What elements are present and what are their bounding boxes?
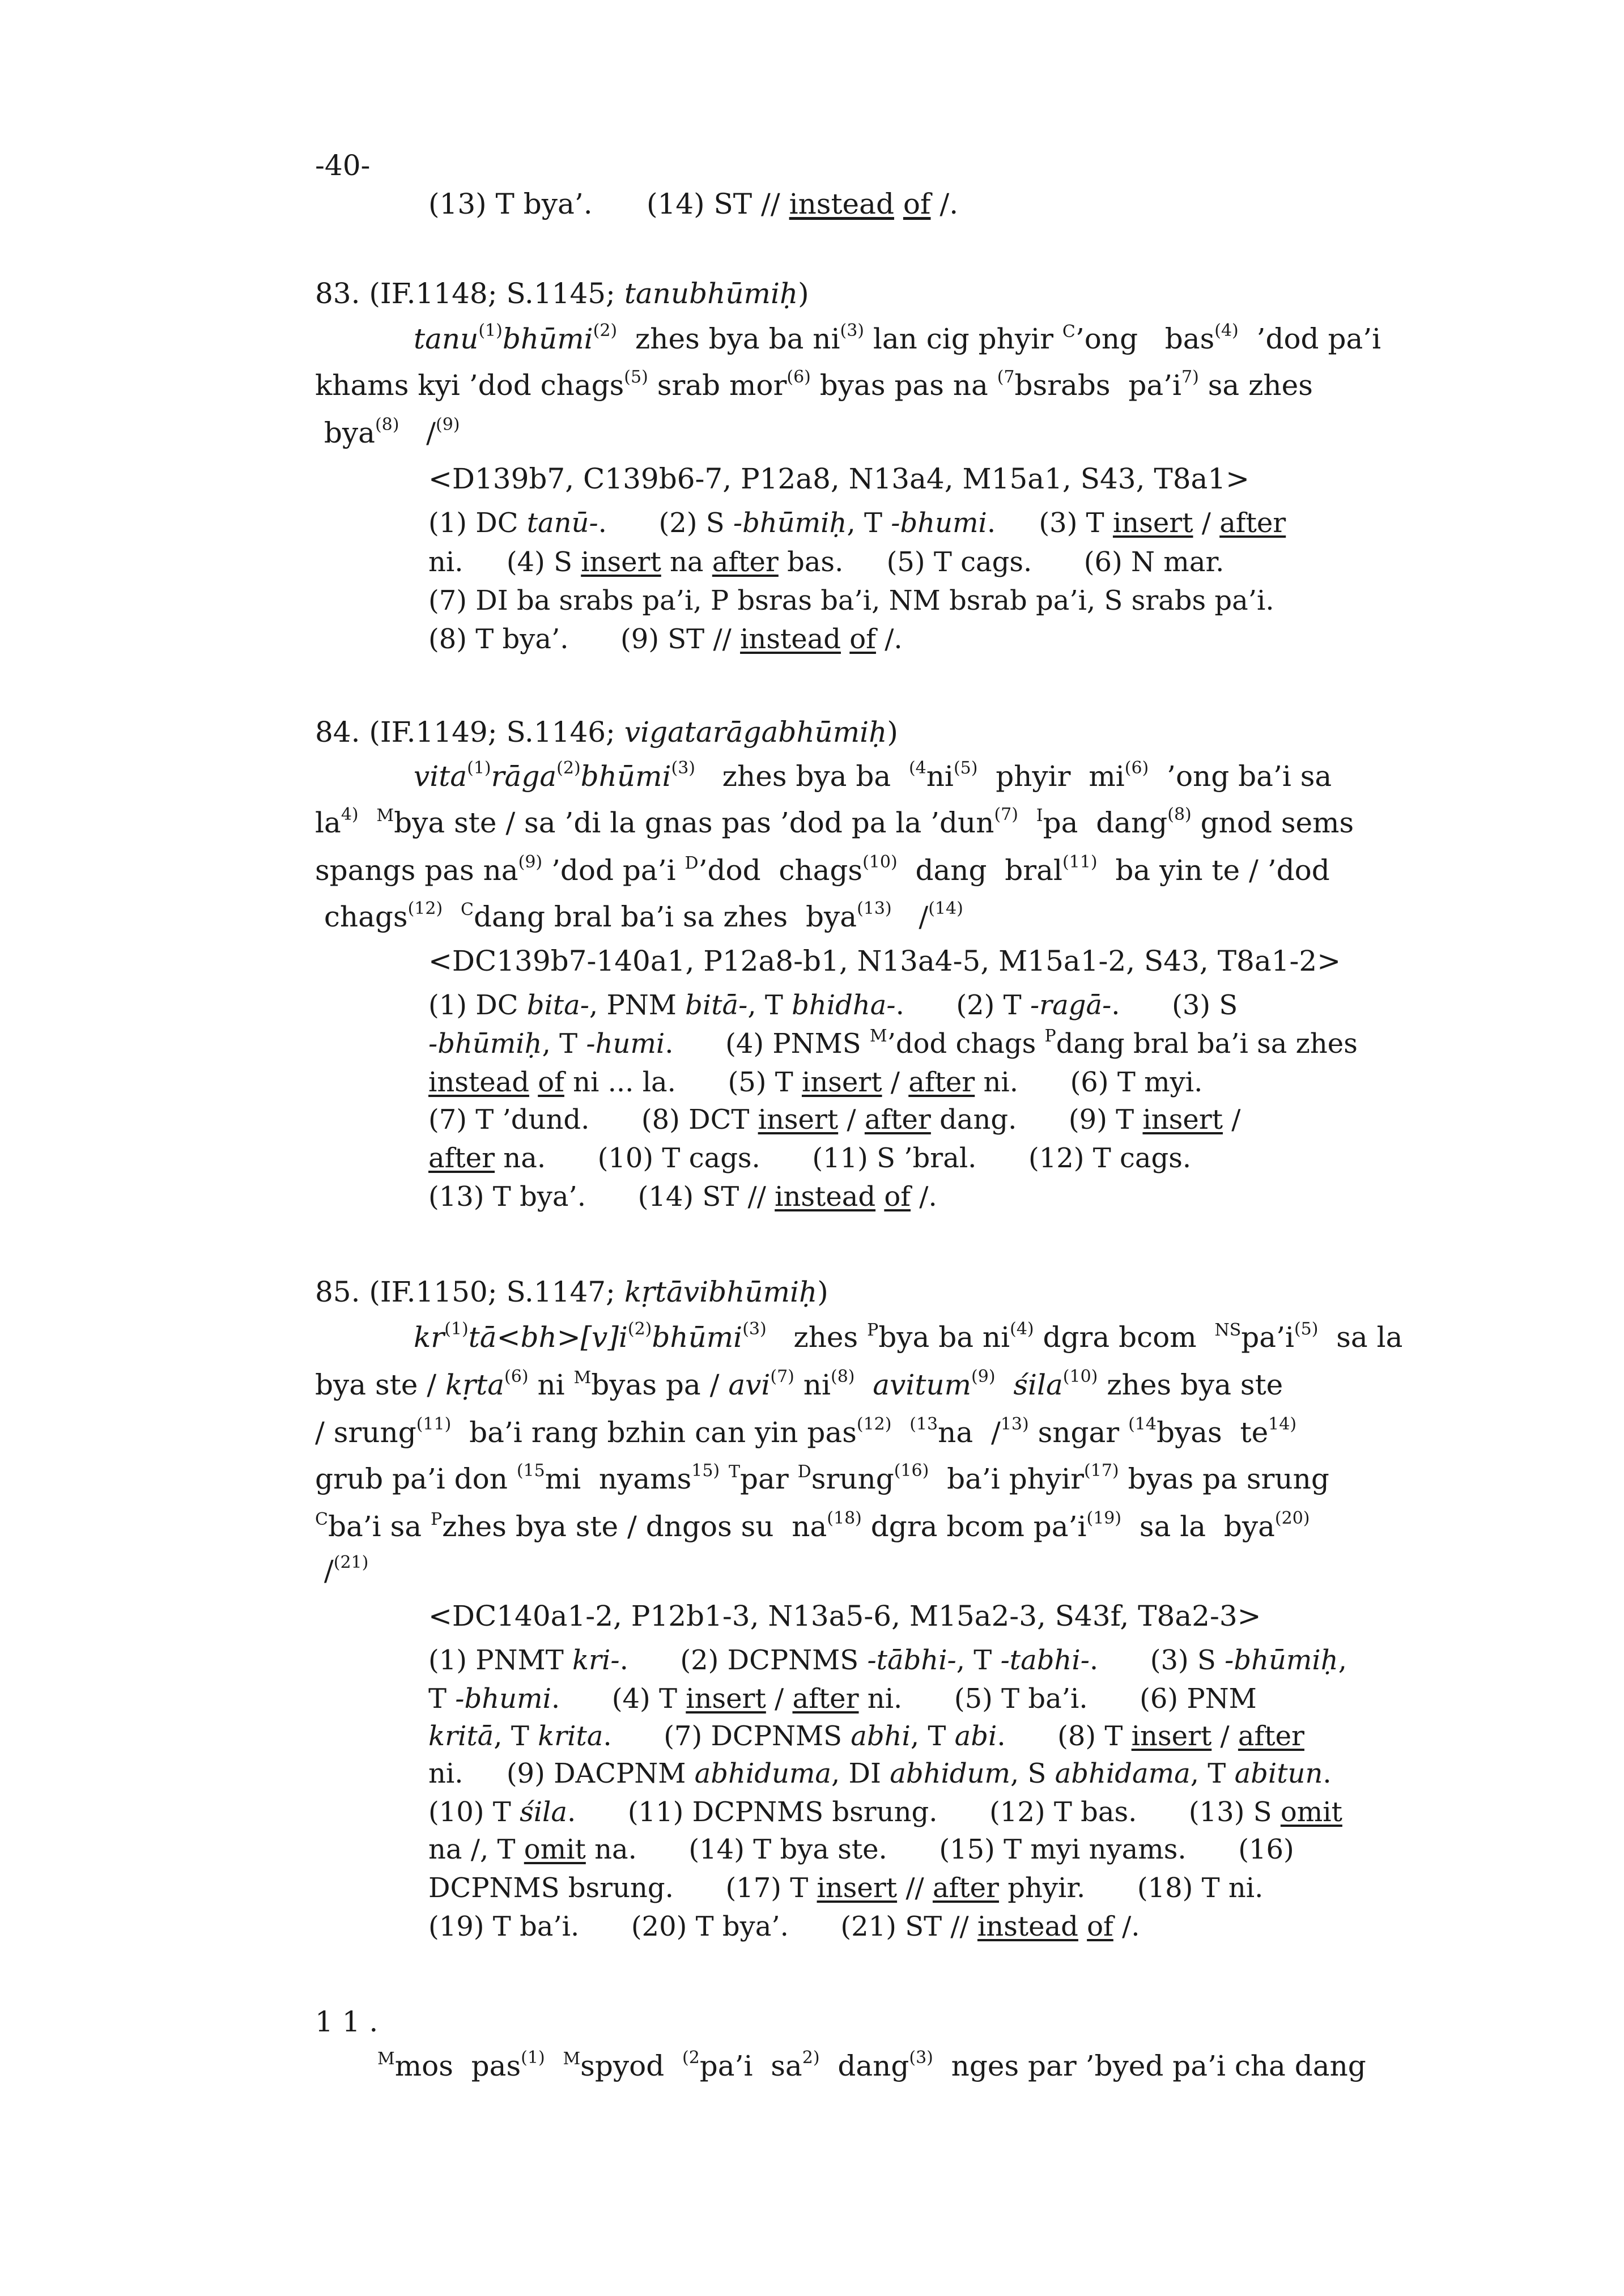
entry-84-fn-2: -bhūmiḥ, T -humi. (4) PNMS $^M$’dod chags $^P$dang bral ba’i sa zhes xyxy=(428,1026,1358,1060)
entry-85-line-4: grub pa’i don $^{(15}$mi nyams$^{15)}$ $^T$par $^D$srung$^{(16)}$ ba’i phyir$^{(17)}$ byas pa srung xyxy=(315,1461,1329,1495)
entry-83-line-3: bya$^{(8)}$ /$^{(9)}$ xyxy=(315,415,460,449)
entry-83-line-2: khams kyi ’dod chags$^{(5)}$ srab mor$^{(6)}$ byas pas na $^{(7}$bsrabs $pa’i^{7)}$ sa zhes xyxy=(315,367,1313,402)
entry-85-line-1: $kr^{(1)}tā<bh>[v]i^{(2)}bhūmi^{(3)}$ zhes $^P$bya ba $ni^{(4)}$ dgra bcom $^{NS}pa’i^{(5)}$ sa la xyxy=(414,1319,1403,1354)
entry-84-header: 84. (IF.1149; S.1146; vigatarāgabhūmiḥ) xyxy=(315,716,898,749)
entry-85-fn-7: DCPNMS bsrung. (17) T insert // after phyir. (18) T ni. xyxy=(428,1872,1264,1904)
section-number: 1 1 . xyxy=(315,2005,379,2038)
entry-84-term: vigatarāgabhūmiḥ xyxy=(624,716,887,749)
entry-83-fn-1: (1) DC tanū-. (2) S -bhūmiḥ, T -bhumi. (3) T insert / after xyxy=(428,507,1286,539)
entry-85-fn-1: (1) PNMT kri-. (2) DCPNMS -tābhi-, T -tabhi-. (3) S -bhūmiḥ, xyxy=(428,1644,1347,1676)
entry-85-fn-3: kritā, T krita. (7) DCPNMS abhi, T abi. (8) T insert / after xyxy=(428,1720,1304,1752)
entry-83-header: 83. (IF.1148; S.1145; tanubhūmiḥ) xyxy=(315,277,809,310)
entry-83-fn-4: (8) T bya’. (9) ST // instead of /. xyxy=(428,623,903,655)
page-number: -40- xyxy=(315,149,371,182)
entry-84-line-1: vita$^{(1)}$rāga$^{(2)}$bhūmi$^{(3)}$ zhes bya ba $^{(4}ni^{(5)}$ phyir $mi^{(6)}$ ’ong ba’i sa xyxy=(414,758,1332,793)
entry-85-label: 85. (IF.1150; S.1147; xyxy=(315,1275,615,1308)
entry-85-header: 85. (IF.1150; S.1147; kṛtāvibhūmiḥ) xyxy=(315,1275,828,1308)
entry-84-fn-3: instead of ni ... la. (5) T insert / after ni. (6) T myi. xyxy=(428,1066,1203,1098)
entry-85-line-6: /$^{(21)}$ xyxy=(315,1553,369,1587)
entry-84-fn-6: (13) T bya’. (14) ST // instead of /. xyxy=(428,1181,937,1213)
entry-83-fn-3: (7) DI ba srabs pa’i, P bsras ba’i, NM bsrab pa’i, S srabs pa’i. xyxy=(428,585,1274,616)
entry-85-line-2: bya ste / kṛta$^{(6)}$ ni $^M$byas pa / avi$^{(7)}$ $ni^{(8)}$ avitum$^{(9)}$ śila$^{(10)}$ zhes bya ste xyxy=(315,1367,1283,1401)
entry-83-label: 83. (IF.1148; S.1145; xyxy=(315,277,615,310)
entry-84-sigla: <DC139b7-140a1, P12a8-b1, N13a4-5, M15a1-2, S43, T8a1-2> xyxy=(428,945,1341,977)
entry-84-fn-4: (7) T ’dund. (8) DCT insert / after dang. (9) T insert / xyxy=(428,1104,1241,1136)
entry-85-sigla: <DC140a1-2, P12b1-3, N13a5-6, M15a2-3, S43f, T8a2-3> xyxy=(428,1600,1261,1632)
entry-85-term: kṛtāvibhūmiḥ xyxy=(624,1275,818,1308)
entry-85-line-3: / srung$^{(11)}$ ba’i rang bzhin can yin pas$^{(12)}$ $^{(13}$na /$^{13)}$ sngar $^{(14}$byas $te^{14)}$ xyxy=(315,1414,1297,1449)
entry-85-fn-5: (10) T śila. (11) DCPNMS bsrung. (12) T bas. (13) S omit xyxy=(428,1796,1342,1828)
entry-85-fn-6: na /, T omit na. (14) T bya ste. (15) T myi nyams. (16) xyxy=(428,1834,1294,1865)
entry-84-line-2: $la^{4)}$ $^M$bya ste / sa ’di la gnas pas ’dod pa la ’dun$^{(7)}$ $^I$pa dang$^{(8)}$ gnod sems xyxy=(315,805,1354,839)
entry-84-fn-1: (1) DC bita-, PNM bitā-, T bhidha-. (2) T -ragā-. (3) S xyxy=(428,989,1238,1021)
entry-84-label: 84. (IF.1149; S.1146; xyxy=(315,716,615,749)
entry-85-fn-4: ni. (9) DACPNM abhiduma, DI abhidum, S abhidama, T abitun. xyxy=(428,1758,1332,1789)
entry-83-fn-2: ni. (4) S insert na after bas. (5) T cags. (6) N mar. xyxy=(428,546,1225,578)
entry-83-term: tanubhūmiḥ xyxy=(624,277,798,310)
entry-84-line-4: chags$^{(12)}$ $^C$dang bral ba’i sa zhes bya$^{(13)}$ /$^{(14)}$ xyxy=(315,899,963,933)
prev-notes: (13) T bya’. (14) ST // instead of /. xyxy=(428,188,959,220)
entry-83-line-1: tanu$^{(1)}$bhūmi$^{(2)}$ zhes bya ba $ni^{(3)}$ lan cig phyir $^C$’ong bas$^{(4)}$ ’dod pa’i xyxy=(414,321,1381,355)
entry-85-fn-8: (19) T ba’i. (20) T bya’. (21) ST // instead of /. xyxy=(428,1911,1140,1942)
entry-84-line-3: spangs pas $na^{(9)}$ ’dod pa’i $^D$’dod chags$^{(10)}$ dang bral$^{(11)}$ ba yin te / ’dod xyxy=(315,852,1330,887)
section-11-line-1: $^M$mos pas$^{(1)}$ $^M$spyod $^{(2}$pa’i $sa^{2)}$ dang$^{(3)}$ nges par ’byed pa’i cha dang xyxy=(377,2048,1366,2082)
entry-84-fn-5: after na. (10) T cags. (11) S ’bral. (12) T cags. xyxy=(428,1142,1192,1174)
entry-85-fn-2: T -bhumi. (4) T insert / after ni. (5) T ba’i. (6) PNM xyxy=(428,1683,1257,1715)
entry-85-line-5: $^C$ba’i sa $^P$zhes bya ste / dngos su $na^{(18)}$ dgra bcom $pa’i^{(19)}$ sa la bya$^{(20)}$ xyxy=(315,1508,1310,1543)
entry-83-sigla: <D139b7, C139b6-7, P12a8, N13a4, M15a1, S43, T8a1> xyxy=(428,462,1250,495)
